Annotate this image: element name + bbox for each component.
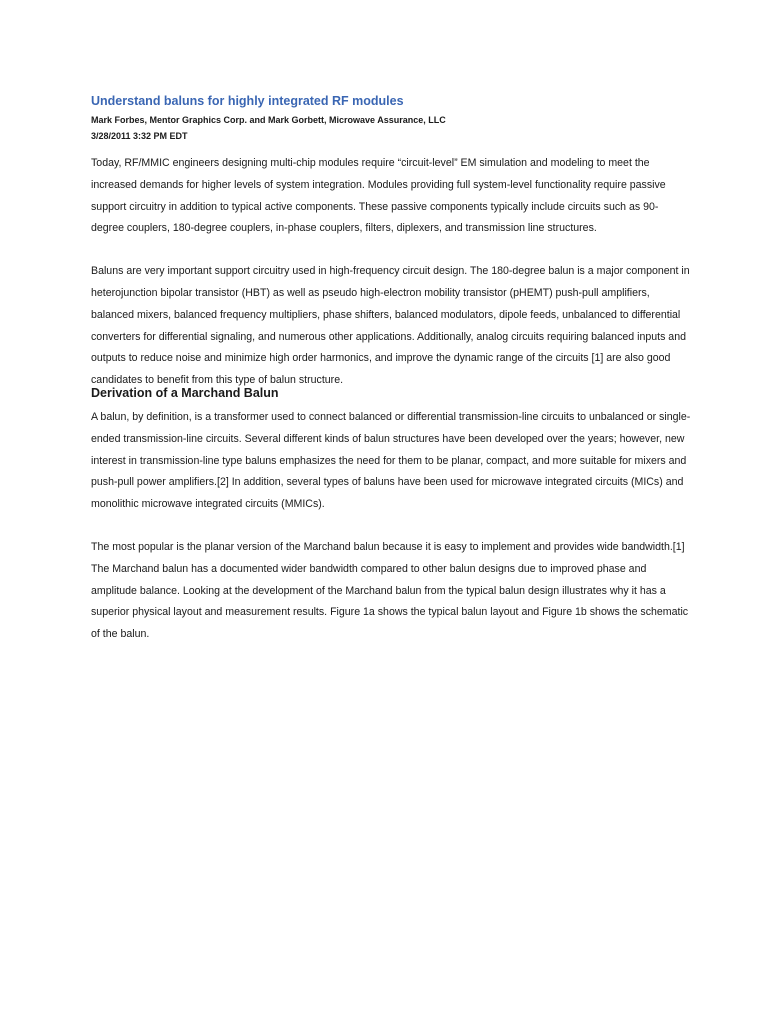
article-date: 3/28/2011 3:32 PM EDT	[91, 131, 188, 141]
article	[91, 92, 691, 646]
intro-paragraph-2: Baluns are very important support circuitry used in high-frequency circuit design. The 180-degree balun is a major component in heterojunction bipolar transistor (HBT) as well as pseudo high-electron mobility transistor (pHEMT) push-pull amplifiers, balanced mixers, balanced frequency multipliers, phase shifters, balanced modulators, dipole feeds, unbalanced to differential converters for differential signaling, and numerous other applications. Additionally, analog circuits requiring balanced inputs and outputs to reduce noise and minimize high order harmonics, and improve the dynamic range of the circuits [1] are also good candidates to benefit from this type of balun structure.	[91, 265, 690, 387]
section-paragraph-2: The most popular is the planar version of the Marchand balun because it is easy to implement and provides wide bandwidth.[1] The Marchand balun has a documented wider bandwidth compared to other balun designs due to improved phase and amplitude balance. Looking at the development of the Marchand balun from the typical balun design illustrates why it has a superior physical layout and measurement results. Figure 1a shows the typical balun layout and Figure 1b shows the schematic of the balun.	[91, 540, 689, 641]
article-title: Understand baluns for highly integrated RF modules	[91, 94, 404, 108]
intro-paragraph-1: Today, RF/MMIC engineers designing multi-chip modules require “circuit-level” EM simulation and modeling to meet the increased demands for higher levels of system integration. Modules providing full system-level functionality require passive support circuitry in addition to typical active components. These passive components typically include circuits such as 90-degree couplers, 180-degree couplers, in-phase couplers, filters, diplexers, and transmission line structures.	[91, 157, 666, 235]
section-heading: Derivation of a Marchand Balun	[91, 385, 279, 400]
article-byline: Mark Forbes, Mentor Graphics Corp. and Mark Gorbett, Microwave Assurance, LLC	[91, 115, 446, 125]
section-paragraph-1: A balun, by definition, is a transformer used to connect balanced or differential transmission-line circuits to unbalanced or single-ended transmission-line circuits. Several different kinds of balun structures have been developed over the years; however, new interest in transmission-line type baluns emphasizes the need for them to be planar, compact, and more suitable for mixers and push-pull power amplifiers.[2] In addition, several types of baluns have been used for microwave integrated circuits (MICs) and monolithic microwave integrated circuits (MMICs).	[91, 410, 691, 511]
